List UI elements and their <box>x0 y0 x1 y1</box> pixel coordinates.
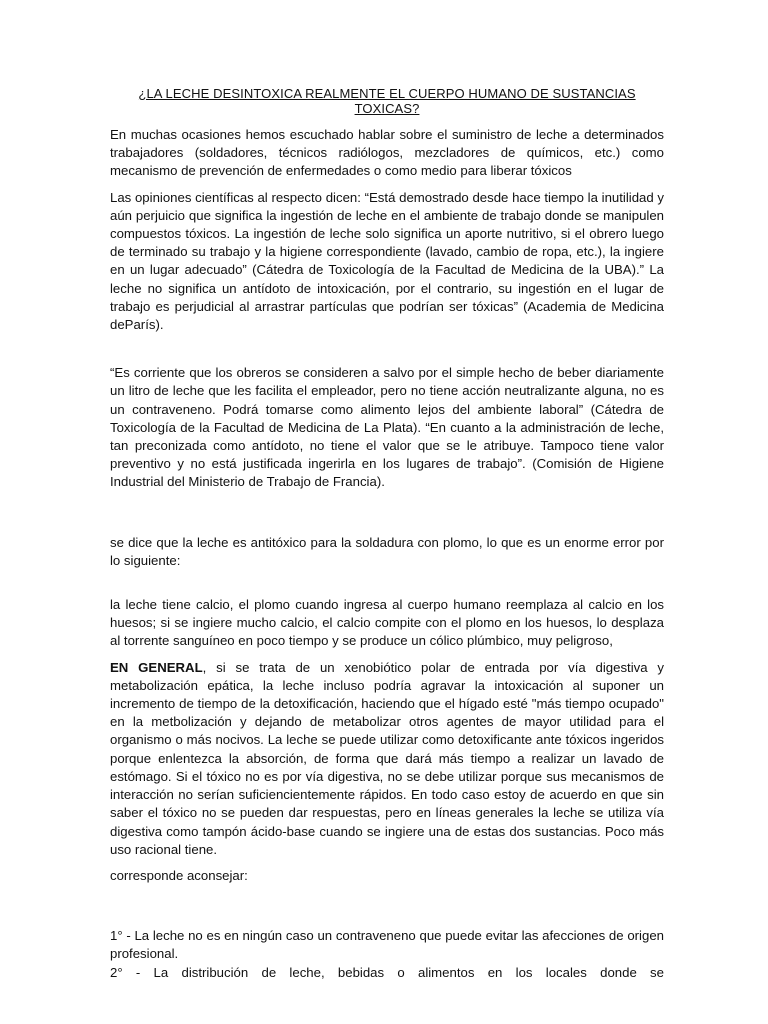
document-title: ¿LA LECHE DESINTOXICA REALMENTE EL CUERPO HUMANO DE SUSTANCIAS TOXICAS? <box>138 86 636 116</box>
paragraph-advice-heading: corresponde aconsejar: <box>110 867 248 883</box>
paragraph-scientific-opinions: Las opiniones científicas al respecto dicen: “Está demostrado desde hace tiempo la inutilidad y aún perjuicio que significa la ingestión de leche en el ambiente de trabajo donde se manipulen compuestos tóxicos. La ingestión de leche solo significa un aporte nutritivo, si el obrero luego de terminado su trabajo y la higiene correspondiente (lavado, cambio de ropa, etc.), la ingiere en un lugar adecuado” (Cátedra de Toxicología de la Facultad de Medicina de la UBA).” La leche no significa un antídoto de intoxicación, por el contrario, su ingestión en el lugar de trabajo es perjudicial al arrastrar partículas que podrían ser tóxicas” (Academia de Medicina deParís). <box>110 189 664 333</box>
paragraph-lead-welding: se dice que la leche es antitóxico para la soldadura con plomo, lo que es un enorme error por lo siguiente: <box>110 534 664 568</box>
paragraph-general: EN GENERAL, si se trata de un xenobiótico polar de entrada por vía digestiva y metabolización epática, la leche incluso podría agravar la intoxicación al suponer un incremento de tiempo de la detoxificación, haciendo que el hígado esté "más tiempo ocupado" en la metbolización y dejando de metabolizar otros agentes de mayor utilidad para el organismo o más nocivos. La leche se puede utilizar como detoxificante ante tóxicos ingeridos porque enlentezca la absorción, de forma que dará más tiempo a realizar un lavado de estómago. Si el tóxico no es por vía digestiva, no se debe utilizar porque sus mecanismos de interacción no serían suficiencientemente rápidos. En todo caso estoy de acuerdo en que sin saber el tóxico no se pueden dar respuestas, pero en líneas generales la leche se utiliza vía digestiva como tampón ácido-base cuando se ingiere una de estas dos sustancias. Poco más uso racional tiene. <box>110 659 665 857</box>
list-item-2: 2° - La distribución de leche, bebidas o alimentos en los locales donde se <box>110 964 664 980</box>
paragraph-quotes: “Es corriente que los obreros se consideren a salvo por el simple hecho de beber diariamente un litro de leche que les facilita el empleador, pero no tiene acción neutralizante alguna, no es un contraveneno. Podrá tomarse como alimento lejos del ambiente laboral” (Cátedra de Toxicología de la Facultad de Medicina de La Plata). “En cuanto a la administración de leche, tan preconizada como antídoto, no tiene el valor que se le atribuye. Tampoco tiene valor preventivo y no está justificada ingerirla en los lugares de trabajo”. (Comisión de Higiene Industrial del Ministerio de Trabajo de Francia). <box>110 365 664 490</box>
paragraph-calcium: la leche tiene calcio, el plomo cuando ingresa al cuerpo humano reemplaza al calcio en los huesos; si se ingiere mucho calcio, el calcio compite con el plomo en los huesos, lo desplaza al torrente sanguíneo en poco tiempo y se produce un cólico plúmbico, muy peligroso, <box>110 597 664 649</box>
emphasis-en-general: EN GENERAL <box>110 659 203 675</box>
paragraph-intro: En muchas ocasiones hemos escuchado hablar sobre el suministro de leche a determinados trabajadores (soldadores, técnicos radiólogos, mezcladores de químicos, etc.) como mecanismo de prevención de enfermedades o como medio para liberar tóxicos <box>110 127 664 179</box>
list-item-1: 1° - La leche no es en ningún caso un contraveneno que puede evitar las afecciones de origen profesional. <box>110 928 664 962</box>
